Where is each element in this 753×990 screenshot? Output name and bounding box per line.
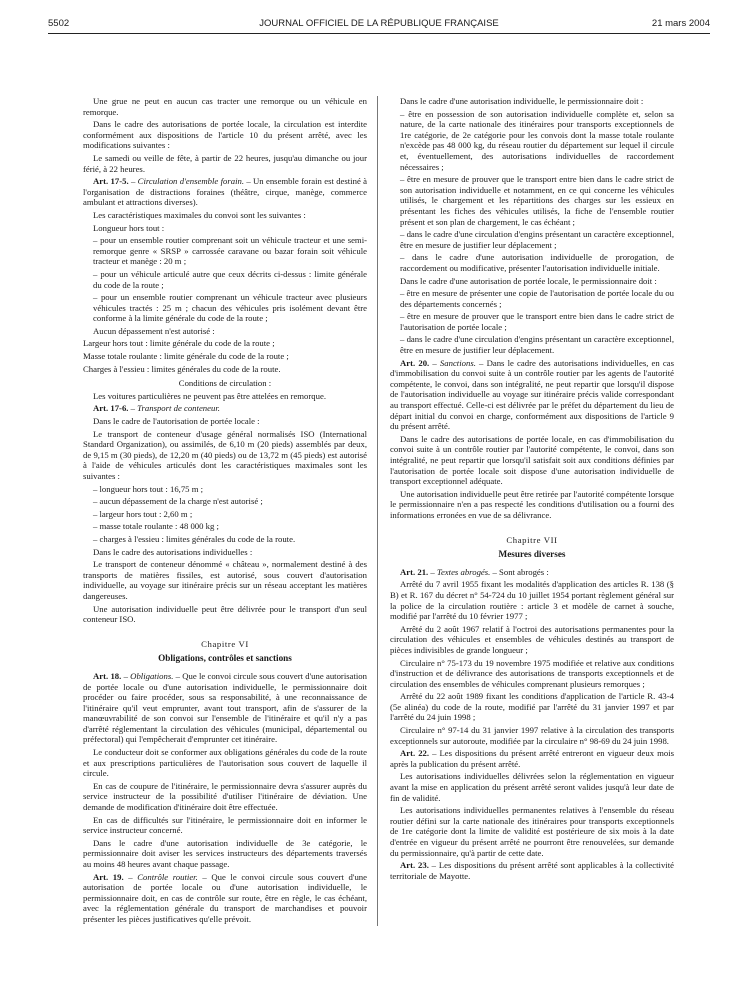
article-label: Art. 17-5. (93, 176, 129, 187)
article-text: – Un ensemble forain est destiné à l'organisation de distractions foraines (théâtre, cirque, manège, commerce ambulant et attractions diverses). (83, 176, 367, 208)
article-label: Art. 21. (400, 566, 429, 577)
paragraph: Le samedi ou veille de fête, à partir de 22 heures, jusqu'au dimanche ou jour férié, à 22 heures. (83, 152, 367, 174)
article-label: Art. 20. (400, 357, 430, 368)
paragraph: Arrêté du 2 août 1967 relatif à l'octroi des autorisations permanentes pour la circulation des véhicules et ensembles de véhicules destinés au transport de pièces indivisibles de grande longueur ; (390, 623, 674, 655)
article-label: Art. 17-6. (93, 403, 129, 414)
article-title: Sanctions. (439, 357, 476, 368)
list-item: – être en mesure de prouver que le transport entre bien dans le cadre strict de son autorisation individuelle et notamment, en ce qui concerne les véhicules utilisés, le chargement et les répartitions des charges sur les essieux en présentant les fiches des véhicules utilisés, la fiche de l'ensemble routier présent et son plan de chargement, le cas échéant ; (400, 174, 674, 227)
left-column (83, 96, 367, 927)
paragraph: Masse totale roulante : limite générale du code de la route ; (83, 351, 289, 362)
article-text: – Que le convoi circule sous couvert d'une autorisation de portée locale ou d'une autorisation individuelle, le permissionnaire doit procéder ou faire procéder, sous sa responsabilité, à une reconnaissance de l'itinéraire qu'il veut emprunter, avant tout transport, afin de s'assurer de la manœuvrabilité de son convoi sur l'ensemble de l'itinéraire et qu'il n'y a pas d'arrêté réglementant la circulation des véhicules (municipal, départemental ou préfectoral) qui l'empêcherait d'emprunter cet itinéraire. (83, 670, 367, 745)
paragraph: Le transport de conteneur d'usage général normalisés ISO (International Standard Organization), ou assimilés, de 6,10 m (20 pieds) assemblés par deux, de 9,15 m (30 pieds), de 12,20 m (40 pieds) ou de 13,72 m (45 pieds) est autorisé à l'aide de véhicules articulés dont les caractéristiques maximales sont les suivantes : (83, 428, 367, 481)
article-21: Art. 21. – Textes abrogés. – Sont abrogés : (400, 566, 549, 577)
list-item: – pour un ensemble routier comprenant soit un véhicule tracteur et une semi-remorque genre « SRSP » carrossée caravane ou bazar forain soit véhicule tracteur et manège : 20 m ; (93, 235, 367, 267)
paragraph: Dans le cadre d'une autorisation individuelle, le permissionnaire doit : (400, 96, 644, 106)
article-23 (390, 860, 674, 881)
chapter-heading: Chapitre VI (201, 638, 249, 649)
article-label: Art. 18. (93, 670, 122, 681)
paragraph: Une autorisation individuelle peut être retirée par l'autorité compétente lorsque le permissionnaire n'en a pas respecté les conditions d'utilisation ou a fourni des informations erronées en vue de sa délivrance. (390, 488, 674, 520)
article-18: Art. 18. – Obligations. – Que le convoi circule sous couvert d'une autorisation de portée locale ou d'une autorisation individuelle, le permissionnaire doit procéder ou faire procéder, sous sa responsabilité, à une reconnaissance de l'itinéraire qu'il veut emprunter, avant tout transport, afin de s'assurer de la manœuvrabilité de son convoi sur l'ensemble de l'itinéraire et qu'il n'y a pas d'arrêté réglementant la circulation des véhicules (municipal, départemental ou préfectoral) qui l'empêcherait d'emprunter cet itinéraire. (83, 670, 367, 745)
list-item: – pour un véhicule articulé autre que ceux décrits ci-dessus : limite générale du code de la route ; (93, 268, 367, 290)
article-title: Contrôle routier. (137, 871, 198, 882)
paragraph: Le transport de conteneur dénommé « château », normalement destiné à des transports de matières fissiles, est autorisé, sous couvert d'autorisation individuelle, au voyage sur itinéraire précis sur un réseau acceptant les matières dangereuses. (83, 559, 367, 601)
article-label: Art. 23. (400, 860, 429, 871)
article-19: Art. 19. – Contrôle routier. – Que le convoi circule sous couvert d'une autorisation de portée locale ou d'une autorisation individuelle, le permissionnaire doit, en cas de contrôle sur route, être en règle, le cas échéant, avec la réglementation générale du transport de marchandises et pouvoir présenter les pièces justificatives qu'elle prévoit. (83, 871, 367, 924)
article-20: Art. 20. – Sanctions. – Dans le cadre des autorisations individuelles, en cas d'immobilisation du convoi suite à un contrôle routier par les agents de l'autorité compétente, le convoi, dans son intégralité, ne peut repartir que lorsqu'il dispose de l'autorisation individuelle au voyage sur itinéraire précis valide correspondant au transport effectué. Celle-ci est délivrée par le préfet du département du lieu de départ initial du convoi en charge, conformément aux dispositions de l'article 9 du présent arrêté. (390, 357, 675, 432)
article-title: Circulation d'ensemble forain. (137, 176, 245, 187)
article-22 (390, 748, 674, 769)
article-17-6: Art. 17-6. – Transport de conteneur. (93, 403, 220, 414)
paragraph: Dans le cadre des autorisations de portée locale, la circulation est interdite conformément aux dispositions de l'article 10 du présent arrêté, avec les modifications suivantes : (83, 119, 367, 151)
list-item: – être en mesure de prouver que le transport entre bien dans le cadre strict de l'autorisation de portée locale ; (400, 311, 674, 332)
subheading: Conditions de circulation : (178, 378, 272, 389)
article-text: – Dans le cadre des autorisations individuelles, en cas d'immobilisation du convoi suite à un contrôle routier par les agents de l'autorité compétente, le convoi, dans son intégralité, ne peut repartir que lorsqu'il dispose de l'autorisation individuelle au voyage sur itinéraire précis valide correspondant au transport effectué. Celle-ci est délivrée par le préfet du département du lieu de départ initial du convoi en charge, conformément aux dispositions de l'article 9 du présent arrêté. (390, 357, 675, 432)
paragraph: Une grue ne peut en aucun cas tracter une remorque ou un véhicule en remorque. (83, 96, 367, 117)
paragraph: Les voitures particulières ne peuvent pas être attelées en remorque. (93, 390, 327, 401)
paragraph: Longueur hors tout : (93, 222, 165, 233)
paragraph: Arrêté du 7 avril 1955 fixant les modalités d'application des articles R. 138 (§ B) et R. 167 du décret n° 54-724 du 10 juillet 1954 portant règlement général sur la police de la circulation routière : article 3 et modèle de carnet à souche, modifié par l'arrêté du 10 février 1977 ; (390, 579, 674, 622)
article-text: – Que le convoi circule sous couvert d'une autorisation de portée locale ou d'une autorisation individuelle, le permissionnaire doit, en cas de contrôle sur route, être en règle, le cas échéant, avec la réglementation générale du transport de marchandises et pouvoir présenter les pièces justificatives qu'elle prévoit. (83, 871, 367, 924)
paragraph: Les autorisations individuelles délivrées selon la réglementation en vigueur avant la mise en application du présent arrêté seront valides jusqu'à leur date de fin de validité. (390, 771, 674, 803)
article-text: – Les dispositions du présent arrêté sont applicables à la collectivité territoriale de Mayotte. (390, 860, 674, 881)
article-title: Transport de conteneur. (137, 403, 220, 414)
list-item: – dans le cadre d'une circulation d'engins présentant un caractère exceptionnel, être en mesure de justifier leur déplacement. (400, 334, 674, 356)
column-divider (377, 96, 378, 926)
right-column (390, 96, 674, 883)
paragraph: Une autorisation individuelle peut être délivrée pour le transport d'un seul conteneur ISO. (83, 603, 367, 625)
article-title: Textes abrogés. (436, 566, 491, 577)
article-text: – Les dispositions du présent arrêté entreront en vigueur deux mois après la publication du présent arrêté. (390, 748, 674, 769)
page-number: 5502 (48, 18, 70, 29)
list-item: – être en mesure de présenter une copie de l'autorisation de portée locale du ou des départements concernés ; (400, 288, 674, 309)
section-heading: Obligations, contrôles et sanctions (158, 653, 292, 664)
article-title: Obligations. (130, 670, 174, 681)
article-17-5: Art. 17-5. – Circulation d'ensemble forain. – Un ensemble forain est destiné à l'organisation de distractions foraines (théâtre, cirque, manège, commerce ambulant et attractions diverses). (83, 176, 367, 208)
list-item: – largeur hors tout : 2,60 m ; (93, 508, 193, 519)
paragraph: Circulaire n° 97-14 du 31 janvier 1997 relative à la circulation des transports exceptionnels sur autoroute, modifiée par la circulaire n° 98-69 du 24 juin 1998. (390, 725, 674, 746)
list-item: – être en possession de son autorisation individuelle complète et, selon sa nature, de la carte nationale des itinéraires pour transports exceptionnels de 1re catégorie, de 2e catégorie pour les convois dont la masse totale roulante n'excède pas 48 000 kg, du réseau routier du département sur lequel il circule et, éventuellement, des autorisations individuelles de raccordement nécessaires ; (400, 108, 674, 172)
paragraph: Les autorisations individuelles permanentes relatives à l'ensemble du réseau routier défini sur la carte nationale des itinéraires pour transports exceptionnels de 1re catégorie dont la limite de validité est postérieure de six mois à la date d'entrée en vigueur du présent arrêté ne pourront être renouvelées, sur demande du permissionnaire, qu'à partir de cette date. (390, 805, 674, 858)
paragraph: Dans le cadre de l'autorisation de portée locale : (93, 416, 260, 427)
paragraph: Arrêté du 22 août 1989 fixant les conditions d'application de l'article R. 43-4 (5e alinéa) du code de la route, modifié par l'arrêté du 31 janvier 1997 et par l'arrêté du 24 juin 1998 ; (390, 691, 674, 723)
chapter-heading: Chapitre VII (506, 534, 558, 545)
paragraph: Dans le cadre des autorisations de portée locale, en cas d'immobilisation du convoi suite à un contrôle routier par l'autorité compétente, le convoi, dans son intégralité, ne peut repartir que lorsqu'il satisfait soit aux conditions définies par l'autorisation de portée locale soit dispose d'une autorisation individuelle de transport exceptionnel adéquate. (390, 433, 674, 487)
list-item: – charges à l'essieu : limites générales du code de la route. (93, 533, 296, 544)
paragraph: Charges à l'essieu : limites générales du code de la route. (83, 363, 281, 374)
list-item: – dans le cadre d'une circulation d'engins présentant un caractère exceptionnel, être en mesure de justifier leur déplacement ; (400, 229, 674, 250)
paragraph: Dans le cadre des autorisations individuelles : (93, 546, 253, 557)
article-label: Art. 19. (93, 871, 124, 882)
paragraph: Les caractéristiques maximales du convoi sont les suivantes : (93, 209, 306, 220)
paragraph: Dans le cadre d'une autorisation de portée locale, le permissionnaire doit : (400, 275, 657, 286)
paragraph: Aucun dépassement n'est autorisé : (93, 325, 215, 336)
paragraph: En cas de coupure de l'itinéraire, le permissionnaire devra s'assurer auprès du service instructeur de la possibilité d'utiliser l'itinéraire de déviation. Une demande de modification d'itinéraire doit être effectuée. (83, 780, 367, 813)
paragraph: Circulaire n° 75-173 du 19 novembre 1975 modifiée et relative aux conditions d'instruction et de délivrance des autorisations de transports exceptionnels et de circulation des ensembles de véhicules comprenant plusieurs remorques ; (390, 657, 674, 689)
article-label: Art. 22. (400, 748, 430, 759)
list-item: – aucun dépassement de la charge n'est autorisé ; (93, 496, 263, 507)
section-heading: Mesures diverses (498, 549, 566, 560)
list-item: – masse totale roulante : 48 000 kg ; (93, 521, 219, 532)
page-header (48, 18, 710, 32)
paragraph: Largeur hors tout : limite générale du code de la route ; (83, 338, 275, 349)
article-text: – Sont abrogés : (490, 566, 549, 577)
paragraph: Dans le cadre d'une autorisation individuelle de 3e catégorie, le permissionnaire doit aviser les services instructeurs des départements traversés au moins 48 heures avant chaque passage. (83, 837, 367, 869)
paragraph: Le conducteur doit se conformer aux obligations générales du code de la route et aux prescriptions particulières de l'autorisation sous couvert de laquelle il circule. (83, 747, 367, 779)
list-item: – dans le cadre d'une autorisation individuelle de prorogation, de raccordement ou modificative, présenter l'autorisation individuelle initiale. (400, 252, 674, 273)
list-item: – pour un ensemble routier comprenant un véhicule tracteur avec plusieurs véhicules tractés : 25 m ; chacun des véhicules pris isolément devant être conforme à la limite générale du code de la route ; (93, 292, 367, 324)
issue-date: 21 mars 2004 (651, 18, 710, 29)
header-rule (48, 33, 710, 34)
list-item: – longueur hors tout : 16,75 m ; (93, 483, 204, 494)
journal-title: JOURNAL OFFICIEL DE LA RÉPUBLIQUE FRANÇAISE (259, 18, 499, 29)
paragraph: En cas de difficultés sur l'itinéraire, le permissionnaire doit en informer le service instructeur concerné. (83, 814, 367, 836)
